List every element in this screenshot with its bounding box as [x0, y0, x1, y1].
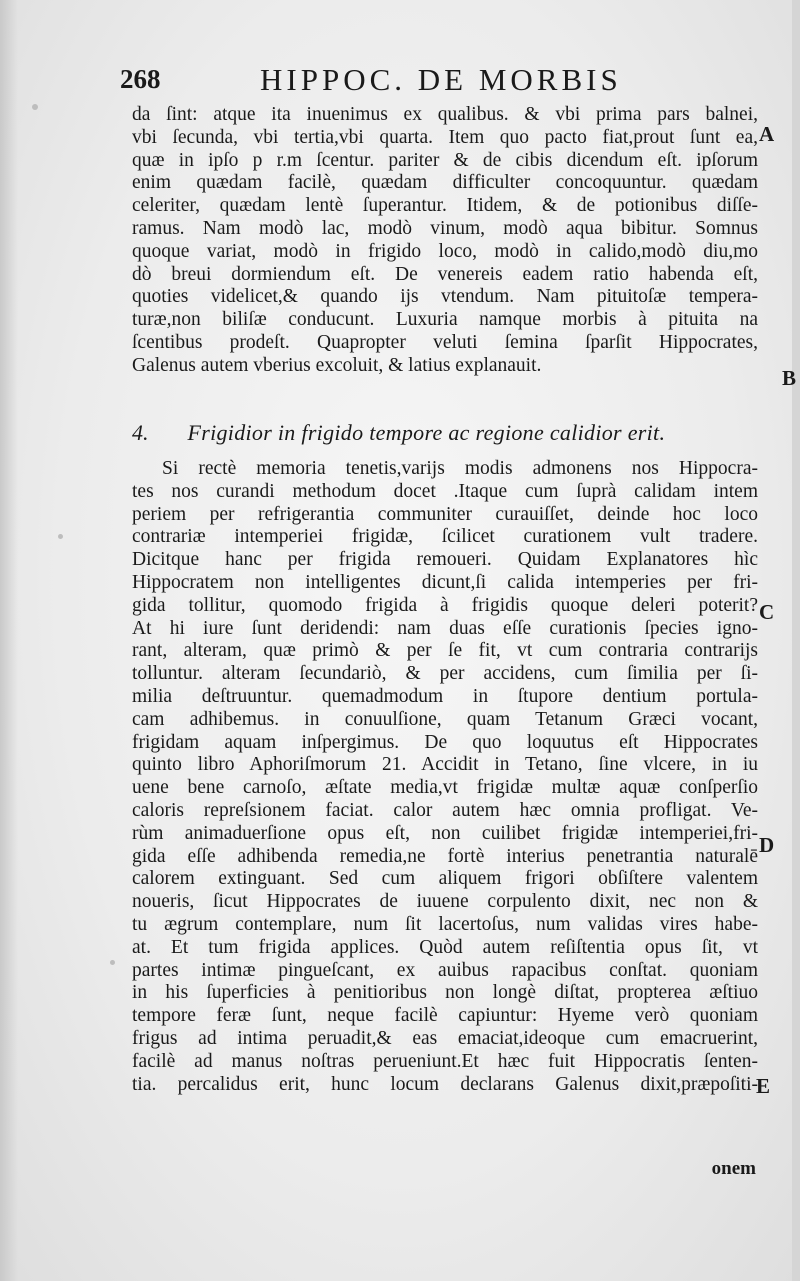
- text-line: facilè ad manus noſtras perueniunt.Et hæc fuit Hippocratis ſenten-: [132, 1050, 758, 1072]
- text-line: ramus. Nam modò lac, modò vinum, modò aqua bibitur. Somnus: [132, 217, 758, 239]
- page-number: 268: [120, 64, 161, 94]
- gutter-shadow: [0, 0, 18, 1281]
- text-line: gida tollitur, quomodo frigida à frigidis quoque deleri poterit?: [132, 594, 758, 616]
- margin-letter-b: B: [782, 366, 797, 390]
- text-line: at. Et tum frigida applices. Quòd autem reſiſtentia opus ſit, vt: [132, 936, 758, 958]
- paragraph-1: [132, 104, 758, 378]
- text-line: tia. percalidus erit, hunc locum declarans Galenus dixit,præpoſiti-: [132, 1073, 758, 1095]
- text-line: At hi iure ſunt deridendi: nam duas eſſe curationis ſpecies igno-: [132, 617, 758, 639]
- text-line: turæ,non biliſæ conducunt. Luxuria namque morbis à pituita na: [132, 309, 758, 331]
- text-line: gida eſſe adhibenda remedia,ne fortè interius penetrantia naturalē: [132, 845, 758, 867]
- margin-letter-e: E: [756, 1074, 771, 1098]
- section-title: Frigidior in frigido tempore ac regione calidior erit.: [187, 420, 666, 445]
- text-line: quæ in ipſo p r.m ſcentur. pariter & de cibis dicendum eſt. ipſorum: [132, 149, 758, 171]
- text-line: enim quædam facilè, quædam difficulter concoquuntur. quædam: [132, 172, 758, 194]
- text-line: celeriter, quædam lentè ſuperantur. Itidem, & de potionibus diſſe-: [132, 195, 758, 217]
- text-line: partes intimæ pingueſcant, ex auibus rapacibus conſtat. quoniam: [132, 959, 758, 981]
- text-line: rant, alteram, quæ primò & per ſe fit, vt cum contraria contrarijs: [132, 640, 758, 662]
- paper-speck: [32, 104, 38, 110]
- text-line: da ſint: atque ita inuenimus ex qualibus. & vbi prima pars balnei,: [132, 104, 758, 125]
- text-line: tempore feræ ſunt, neque facilè capiuntur: Hyeme verò quoniam: [132, 1005, 758, 1027]
- margin-letter-d: D: [759, 833, 775, 857]
- text-line: periem per refrigerantia communiter curauiſſet, deinde hoc loco: [132, 503, 758, 525]
- text-line: caloris repreſsionem faciat. calor autem hæc omnia profligat. Ve-: [132, 799, 758, 821]
- text-line: contrariæ intemperiei frigidæ, ſcilicet curationem vult tradere.: [132, 526, 758, 548]
- margin-letter-c: C: [759, 600, 775, 624]
- text-line: quoties videlicet,& quando ijs vtendum. Nam pituitoſæ tempera-: [132, 286, 758, 308]
- text-line: dò breui dormiendum eſt. De venereis eadem ratio habenda eſt,: [132, 263, 758, 285]
- text-line: frigidam aquam inſpergimus. De quo loquutus eſt Hippocrates: [132, 731, 758, 753]
- text-line: tu ægrum contemplare, num ſit lacertoſus, num validas vires habe-: [132, 913, 758, 935]
- text-line: ſcentibus prodeſt. Quapropter veluti ſemina ſparſit Hippocrates,: [132, 331, 758, 353]
- text-line: Dicitque hanc per frigida remoueri. Quidam Explanatores hìc: [132, 549, 758, 571]
- paragraph-2: [132, 458, 758, 1096]
- text-line: quoque variat, modò in frigido loco, modò in calido,modò diu,mo: [132, 240, 758, 262]
- text-line: uene bene carnoſo, æſtate media,vt frigidæ multæ aquæ conſperſio: [132, 777, 758, 799]
- margin-letter-a: A: [759, 122, 775, 146]
- text-line: quinto libro Aphoriſmorum 21. Accidit in Tetano, ſine vlcere, in iu: [132, 754, 758, 776]
- text-line: noueris, ſicut Hippocrates de iuuene corpulento dixit, nec non &: [132, 891, 758, 913]
- text-line: Galenus autem vberius excoluit, & latius explanauit.: [132, 354, 542, 376]
- text-line: vbi ſecunda, vbi tertia,vbi quarta. Item quo pacto fiat,prout ſunt ea,: [132, 126, 758, 148]
- section-number: 4.: [132, 420, 149, 445]
- text-line: rùm animaduerſione opus eſt, non cuilibet frigidæ intemperiei,fri-: [132, 822, 758, 844]
- text-line: Si rectè memoria tenetis,varijs modis admonens nos Hippocra-: [162, 458, 758, 479]
- paper-speck: [58, 534, 63, 539]
- running-head: [120, 62, 760, 100]
- catchword: onem: [711, 1158, 756, 1179]
- paper-speck: [110, 960, 115, 965]
- text-line: frigus ad intima peruadit,& eas emaciat,ideoque cum emacruerint,: [132, 1027, 758, 1049]
- text-line: milia deſtruuntur. quemadmodum in ſtupore dentium portula-: [132, 685, 758, 707]
- text-line: calorem extinguant. Sed cum aliquem frigori obſiſtere valentem: [132, 868, 758, 890]
- text-line: tolluntur. alteram ſecundariò, & per accidens, cum ſimilia per ſi-: [132, 663, 758, 685]
- text-line: tes nos curandi methodum docet .Itaque cum ſuprà calidam intem: [132, 480, 758, 502]
- text-line: in his ſuperficies à penitioribus non longè diſtat, propterea æſtiuo: [132, 982, 758, 1004]
- text-line: Hippocratem non intelligentes dicunt,ſi calida intemperies per fri-: [132, 571, 758, 593]
- page-edge: [792, 0, 800, 1281]
- text-line: cam adhibemus. in conuulſione, quam Tetanum Græci vocant,: [132, 708, 758, 730]
- section-heading: [132, 420, 758, 450]
- running-title: HIPPOC. DE MORBIS: [260, 62, 622, 97]
